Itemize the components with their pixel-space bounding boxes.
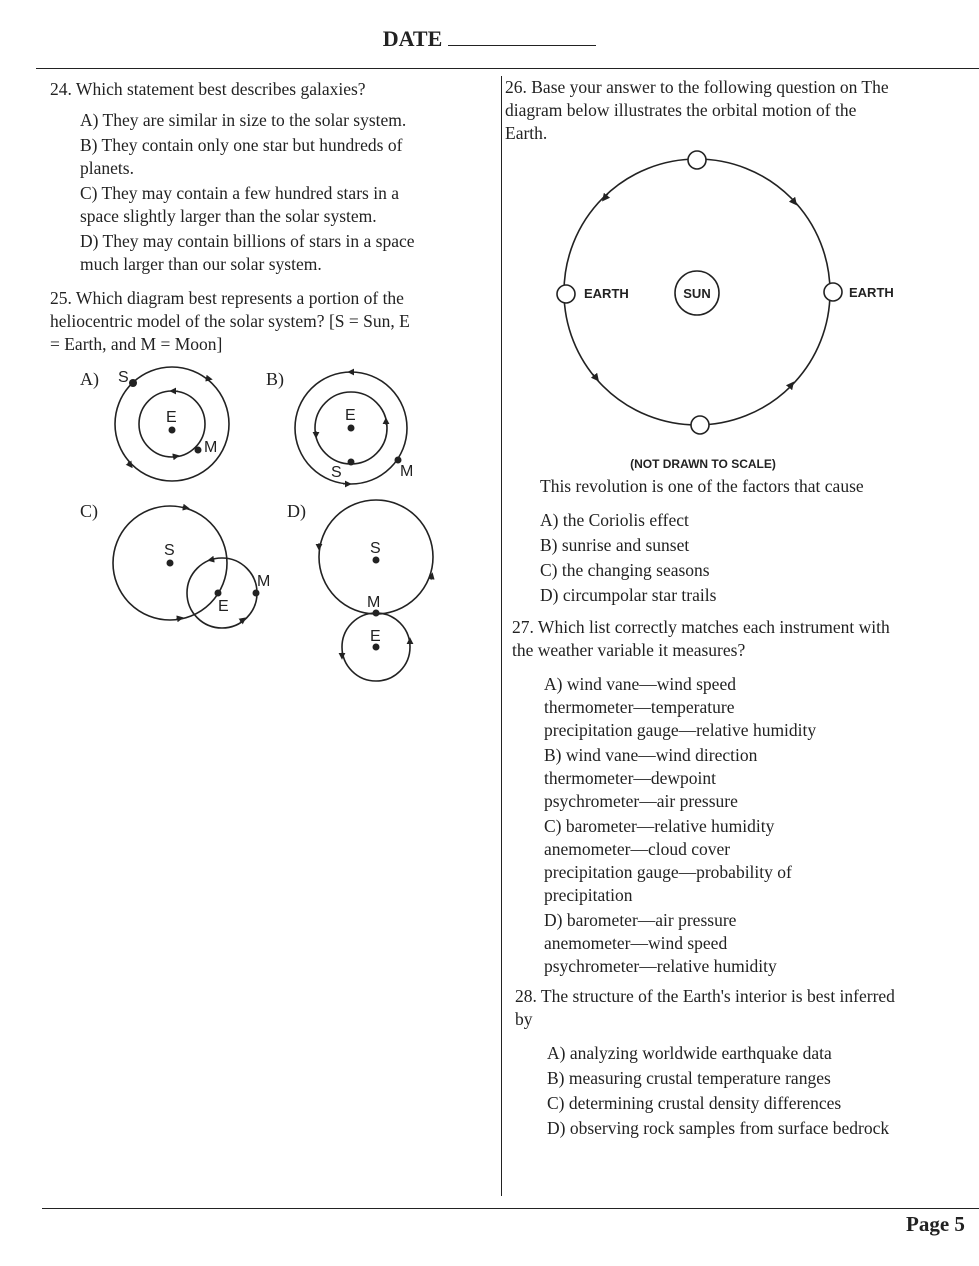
diagram-25c-label: C) xyxy=(80,501,98,521)
question-26-prompt: This revolution is one of the factors that cause xyxy=(540,476,864,496)
option-24d-line1: D) They may contain billions of stars in a space xyxy=(80,231,415,251)
option-24b-line2: planets. xyxy=(80,158,134,178)
diagram-25a-earth-label: E xyxy=(166,409,177,426)
option-24c-line2: space slightly larger than the solar system. xyxy=(80,206,377,226)
question-28 xyxy=(515,985,965,1142)
question-27-stem-line1: 27. Which list correctly matches each instrument with xyxy=(512,617,890,637)
option-24d-line2: much larger than our solar system. xyxy=(80,254,322,274)
question-24-stem: 24. Which statement best describes galaxies? xyxy=(50,79,366,99)
option-24a-line1: A) They are similar in size to the solar system. xyxy=(80,110,407,130)
option-27b-line3: psychrometer—air pressure xyxy=(544,791,738,811)
diagram-25b-label: B) xyxy=(266,369,284,389)
question-27-stem xyxy=(512,616,962,662)
option-27d-line1: D) barometer—air pressure xyxy=(544,910,737,930)
option-27c-line2: anemometer—cloud cover xyxy=(544,839,731,859)
earth-position-left xyxy=(557,285,575,303)
option-27c-line4: precipitation xyxy=(544,885,633,905)
diagram-25d-earth-label: E xyxy=(370,628,381,645)
question-26-stem-line1: 26. Base your answer to the following question on The xyxy=(505,77,889,97)
question-28-stem xyxy=(515,985,965,1031)
column-divider xyxy=(501,76,502,1196)
diagram-25c-earth-label: E xyxy=(218,598,229,615)
top-rule xyxy=(36,68,979,69)
diagram-25b-sun-dot xyxy=(348,459,355,466)
question-28-stem-line2: by xyxy=(515,1009,533,1029)
question-25-stem-line1: 25. Which diagram best represents a portion of the xyxy=(50,288,404,308)
question-25-stem-line3: = Earth, and M = Moon] xyxy=(50,334,223,354)
option-28d-text: D) observing rock samples from surface bedrock xyxy=(547,1118,890,1138)
diagram-25b[interactable] xyxy=(266,369,413,484)
diagram-25c-earth-orbit xyxy=(187,558,257,628)
diagram-25c-earth-dot xyxy=(215,590,222,597)
question-27-stem-line2: the weather variable it measures? xyxy=(512,640,746,660)
option-28a-text: A) analyzing worldwide earthquake data xyxy=(547,1043,832,1063)
diagram-25b-earth-label: E xyxy=(345,407,356,424)
option-27d-line3: psychrometer—relative humidity xyxy=(544,956,777,976)
diagram-25c-moon-label: M xyxy=(257,573,271,590)
earth-position-right xyxy=(824,283,842,301)
diagram-25a-moon-label: M xyxy=(204,439,218,456)
option-24a[interactable] xyxy=(80,109,490,132)
question-25-diagrams xyxy=(60,360,480,690)
option-28c-text: C) determining crustal density differences xyxy=(547,1093,842,1113)
option-24c[interactable] xyxy=(80,182,490,228)
question-26 xyxy=(505,76,965,145)
question-26-options xyxy=(540,509,960,607)
earth-position-top xyxy=(688,151,706,169)
question-27-options xyxy=(544,673,962,978)
question-28-options xyxy=(547,1042,965,1140)
earth-right-label: EARTH xyxy=(849,285,894,300)
option-26b-text: B) sunrise and sunset xyxy=(540,535,690,555)
question-27 xyxy=(512,616,962,980)
diagram-25c[interactable] xyxy=(80,501,270,628)
question-24-options xyxy=(80,109,490,276)
option-27a-line2: thermometer—temperature xyxy=(544,697,735,717)
option-28c[interactable] xyxy=(547,1092,965,1115)
question-26-continued xyxy=(540,475,960,609)
diagram-25a-sun-label: S xyxy=(118,369,129,386)
option-27a-line3: precipitation gauge—relative humidity xyxy=(544,720,817,740)
option-27c[interactable] xyxy=(544,815,962,907)
option-27c-line1: C) barometer—relative humidity xyxy=(544,816,775,836)
question-24 xyxy=(50,78,490,278)
option-28b[interactable] xyxy=(547,1067,965,1090)
option-26a-text: A) the Coriolis effect xyxy=(540,510,689,530)
diagram-25a[interactable] xyxy=(80,367,229,481)
option-26b[interactable] xyxy=(540,534,960,557)
option-26a[interactable] xyxy=(540,509,960,532)
option-24b[interactable] xyxy=(80,134,490,180)
bottom-rule xyxy=(42,1208,979,1209)
option-28a[interactable] xyxy=(547,1042,965,1065)
question-25 xyxy=(50,287,490,356)
not-to-scale-caption: (NOT DRAWN TO SCALE) xyxy=(630,457,776,471)
date-blank xyxy=(448,27,596,46)
earth-left-label: EARTH xyxy=(584,286,629,301)
diagram-25d-moon-label: M xyxy=(367,594,381,611)
orbit-diagram xyxy=(545,145,925,475)
diagram-25c-sun-dot xyxy=(167,560,174,567)
diagram-25b-moon-label: M xyxy=(400,463,414,480)
option-28b-text: B) measuring crustal temperature ranges xyxy=(547,1068,831,1088)
diagram-25a-moon-dot xyxy=(195,447,202,454)
option-28d[interactable] xyxy=(547,1117,965,1140)
option-24b-line1: B) They contain only one star but hundreds of xyxy=(80,135,403,155)
option-26c-text: C) the changing seasons xyxy=(540,560,710,580)
sun-label: SUN xyxy=(683,286,711,301)
diagram-25d-arrow xyxy=(431,575,432,580)
date-label: DATE xyxy=(382,26,443,51)
option-27a[interactable] xyxy=(544,673,962,742)
question-25-stem-line2: heliocentric model of the solar system? [S = Sun, E xyxy=(50,311,410,331)
question-26-stem-line2: diagram below illustrates the orbital motion of the xyxy=(505,100,857,120)
diagram-25b-earth-dot xyxy=(348,425,355,432)
option-27d[interactable] xyxy=(544,909,962,978)
option-27c-line3: precipitation gauge—probability of xyxy=(544,862,792,882)
option-27b-line2: thermometer—dewpoint xyxy=(544,768,717,788)
diagram-25c-moon-dot xyxy=(253,590,260,597)
diagram-25a-label: A) xyxy=(80,369,99,389)
option-26c[interactable] xyxy=(540,559,960,582)
diagram-25a-earth-dot xyxy=(169,427,176,434)
question-26-stem-line3: Earth. xyxy=(505,123,548,143)
option-27b-line1: B) wind vane—wind direction xyxy=(544,745,758,765)
diagram-25a-sun-dot xyxy=(129,379,137,387)
question-28-stem-line1: 28. The structure of the Earth's interior is best inferred xyxy=(515,986,895,1006)
diagram-25d-sun-label: S xyxy=(370,540,381,557)
option-24d[interactable] xyxy=(80,230,490,276)
diagram-25d-label: D) xyxy=(287,501,306,521)
option-26d-text: D) circumpolar star trails xyxy=(540,585,717,605)
option-26d[interactable] xyxy=(540,584,960,607)
option-24c-line1: C) They may contain a few hundred stars in a xyxy=(80,183,399,203)
diagram-25b-sun-label: S xyxy=(331,464,342,481)
option-27b[interactable] xyxy=(544,744,962,813)
option-27d-line2: anemometer—wind speed xyxy=(544,933,728,953)
diagram-25d[interactable] xyxy=(287,500,433,681)
earth-position-bottom xyxy=(691,416,709,434)
page-number: Page 5 xyxy=(906,1212,965,1236)
option-27a-line1: A) wind vane—wind speed xyxy=(544,674,736,694)
question-25-stem xyxy=(50,287,490,356)
diagram-25c-sun-label: S xyxy=(164,542,175,559)
diagram-25d-sun-dot xyxy=(373,557,380,564)
date-header xyxy=(0,26,979,52)
question-26-stem xyxy=(505,76,965,145)
